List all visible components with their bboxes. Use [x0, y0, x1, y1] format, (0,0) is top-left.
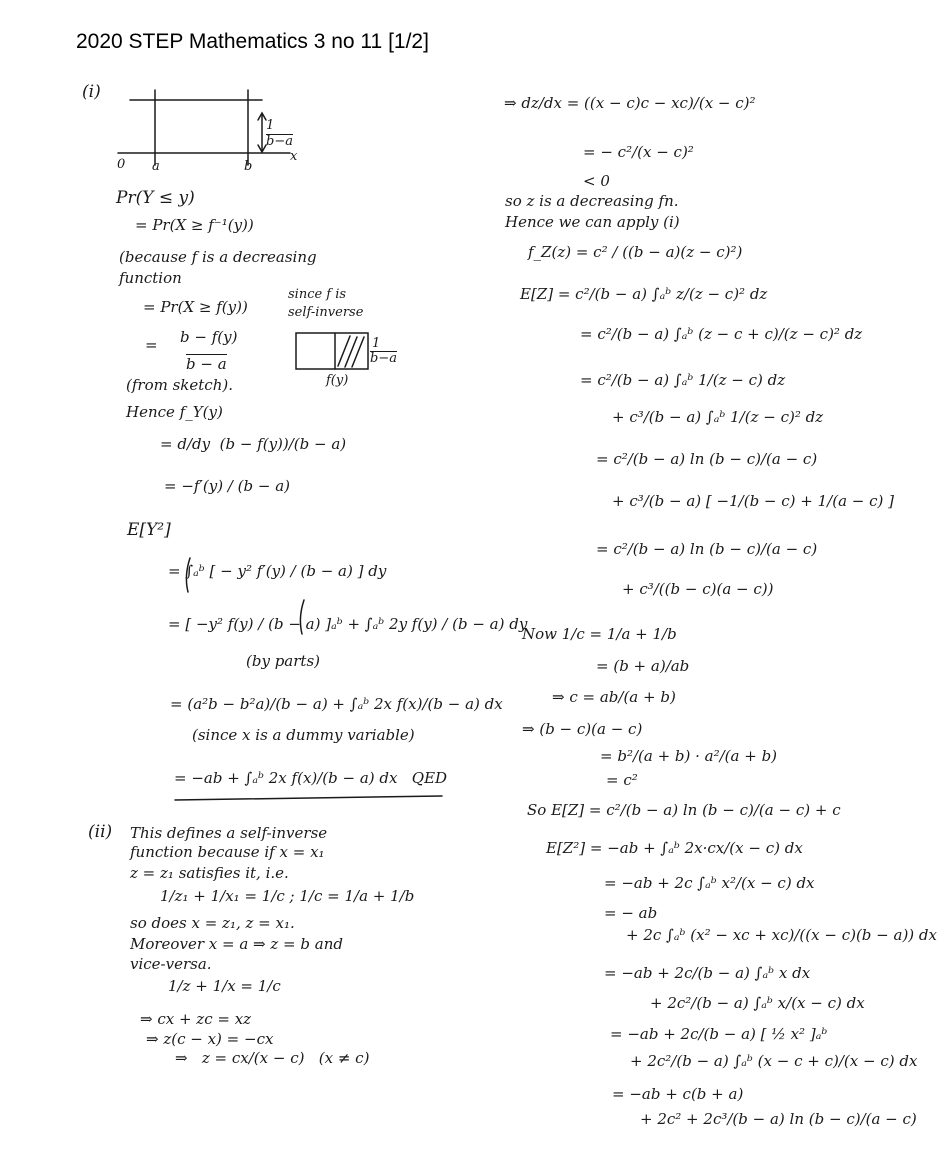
- line-e-y2: E[Y²]: [127, 520, 171, 540]
- line-dummy-variable: (since x is a dummy variable): [192, 726, 415, 744]
- line-integral-1: = ∫ₐᵇ [ − y² f′(y) / (b − a) ] dy: [168, 562, 387, 580]
- sketch-height-den: b−a: [266, 134, 293, 149]
- line-integral-2: = [ −y² f(y) / (b − a) ]ₐᵇ + ∫ₐᵇ 2y f(y) / (b − a) dy: [168, 615, 528, 633]
- part-ii-line-5: so does x = z₁, z = x₁.: [130, 914, 295, 932]
- part-i-label: (i): [82, 82, 101, 102]
- right-line-ez-3: = c²/(b − a) ∫ₐᵇ 1/(z − c) dz: [580, 371, 786, 389]
- line-since-f: since f is: [288, 287, 347, 302]
- line-d-dy: = d/dy (b − f(y))/(b − a): [160, 435, 347, 453]
- small-sketch-den: b−a: [370, 351, 397, 366]
- line-hence-fy: Hence f_Y(y): [126, 403, 223, 421]
- right-line-ez2-7: = −ab + 2c/(b − a) [ ½ x² ]ₐᵇ: [610, 1025, 828, 1043]
- line-because: (because f is a decreasing: [119, 248, 317, 266]
- right-line-ez-8: + c³/((b − c)(a − c)): [622, 580, 774, 598]
- right-line-ez2-8: + 2c²/(b − a) ∫ₐᵇ (x − c + c)/(x − c) dx: [630, 1052, 918, 1070]
- right-line-product: = b²/(a + b) · a²/(a + b): [600, 747, 778, 765]
- part-ii-line-8: 1/z + 1/x = 1/c: [168, 977, 281, 995]
- right-line-ez-6: + c³/(b − a) [ −1/(b − c) + 1/(a − c) ]: [612, 492, 894, 510]
- line-self-inverse: self-inverse: [288, 305, 364, 320]
- right-line-ez2-10: + 2c² + 2c³/(b − a) ln (b − c)/(a − c): [640, 1110, 917, 1128]
- right-line-lt-zero: < 0: [583, 172, 610, 190]
- part-ii-line-1: This defines a self-inverse: [130, 824, 328, 842]
- sketch-b-label: b: [244, 159, 253, 174]
- frac-b-fy-num: b − f(y): [180, 328, 238, 346]
- part-ii-label: (ii): [88, 822, 113, 842]
- right-line-apply-i: Hence we can apply (i): [505, 213, 680, 231]
- right-line-minus-c2: = − c²/(x − c)²: [583, 143, 694, 161]
- part-ii-line-3: z = z₁ satisfies it, i.e.: [130, 864, 289, 882]
- right-line-decreasing: so z is a decreasing fn.: [505, 192, 679, 210]
- right-line-ez-2: = c²/(b − a) ∫ₐᵇ (z − c + c)/(z − c)² dz: [580, 325, 863, 343]
- right-line-ez2-4: + 2c ∫ₐᵇ (x² − xc + xc)/((x − c)(b − a)) dx: [626, 926, 937, 944]
- sketch-x-label: x: [290, 149, 298, 164]
- right-line-ez2-5: = −ab + 2c/(b − a) ∫ₐᵇ x dx: [604, 964, 811, 982]
- part-ii-line-9: ⇒ cx + zc = xz: [140, 1010, 252, 1028]
- right-line-ez2-2: = −ab + 2c ∫ₐᵇ x²/(x − c) dx: [604, 874, 815, 892]
- frac-b-fy-den: b − a: [186, 355, 227, 373]
- line-from-sketch: (from sketch).: [126, 376, 233, 394]
- right-line-e-z2: E[Z²] = −ab + ∫ₐᵇ 2x·cx/(x − c) dx: [546, 839, 803, 857]
- line-qed: = −ab + ∫ₐᵇ 2x f(x)/(b − a) dx QED: [174, 769, 448, 787]
- part-ii-line-7: vice-versa.: [130, 955, 212, 973]
- part-ii-line-2: function because if x = x₁: [130, 843, 325, 861]
- line-minus-fprime: = −f′(y) / (b − a): [164, 477, 290, 495]
- right-line-ez2-9: = −ab + c(b + a): [612, 1085, 744, 1103]
- sketch-origin-label: 0: [117, 157, 126, 172]
- right-line-ez-4: + c³/(b − a) ∫ₐᵇ 1/(z − c)² dz: [612, 408, 824, 426]
- right-line-b-plus-a: = (b + a)/ab: [596, 657, 690, 675]
- right-line-ez-5: = c²/(b − a) ln (b − c)/(a − c): [596, 450, 818, 468]
- sketch-height-num: 1: [266, 118, 275, 133]
- line-function: function: [119, 269, 182, 287]
- right-line-bc-ac: ⇒ (b − c)(a − c): [522, 720, 643, 738]
- right-line-so-ez: So E[Z] = c²/(b − a) ln (b − c)/(a − c) + c: [527, 801, 841, 819]
- section-rule: [175, 796, 442, 800]
- part-ii-line-4: 1/z₁ + 1/x₁ = 1/c ; 1/c = 1/a + 1/b: [160, 887, 415, 905]
- right-line-dz-dx: ⇒ dz/dx = ((x − c)c − xc)/(x − c)²: [504, 94, 756, 112]
- sketch-a-label: a: [152, 159, 160, 174]
- right-line-fz: f_Z(z) = c² / ((b − a)(z − c)²): [528, 243, 743, 261]
- line-pr-fy: = Pr(X ≥ f(y)): [143, 298, 248, 316]
- right-line-c2: = c²: [606, 771, 638, 789]
- part-ii-line-10: ⇒ z(c − x) = −cx: [146, 1030, 274, 1048]
- right-line-ez2-6: + 2c²/(b − a) ∫ₐᵇ x/(x − c) dx: [650, 994, 865, 1012]
- right-line-e-z: E[Z] = c²/(b − a) ∫ₐᵇ z/(z − c)² dz: [520, 285, 768, 303]
- right-line-ez-7: = c²/(b − a) ln (b − c)/(a − c): [596, 540, 818, 558]
- line-by-parts: (by parts): [246, 652, 320, 670]
- right-line-c-eq: ⇒ c = ab/(a + b): [552, 688, 676, 706]
- line-pr-finv: = Pr(X ≥ f⁻¹(y)): [135, 216, 254, 234]
- part-ii-line-6: Moreover x = a ⇒ z = b and: [130, 935, 343, 953]
- line-integral-3: = (a²b − b²a)/(b − a) + ∫ₐᵇ 2x f(x)/(b − a) dx: [170, 695, 503, 713]
- line-pr-y: Pr(Y ≤ y): [116, 188, 195, 208]
- page-title: 2020 STEP Mathematics 3 no 11 [1/2]: [76, 30, 429, 53]
- right-line-ez2-3: = − ab: [604, 904, 658, 922]
- part-ii-line-11: ⇒ z = cx/(x − c) (x ≠ c): [175, 1049, 370, 1067]
- small-sketch-fy: f(y): [326, 373, 349, 388]
- small-sketch-num: 1: [372, 336, 381, 351]
- right-line-now: Now 1/c = 1/a + 1/b: [522, 625, 677, 643]
